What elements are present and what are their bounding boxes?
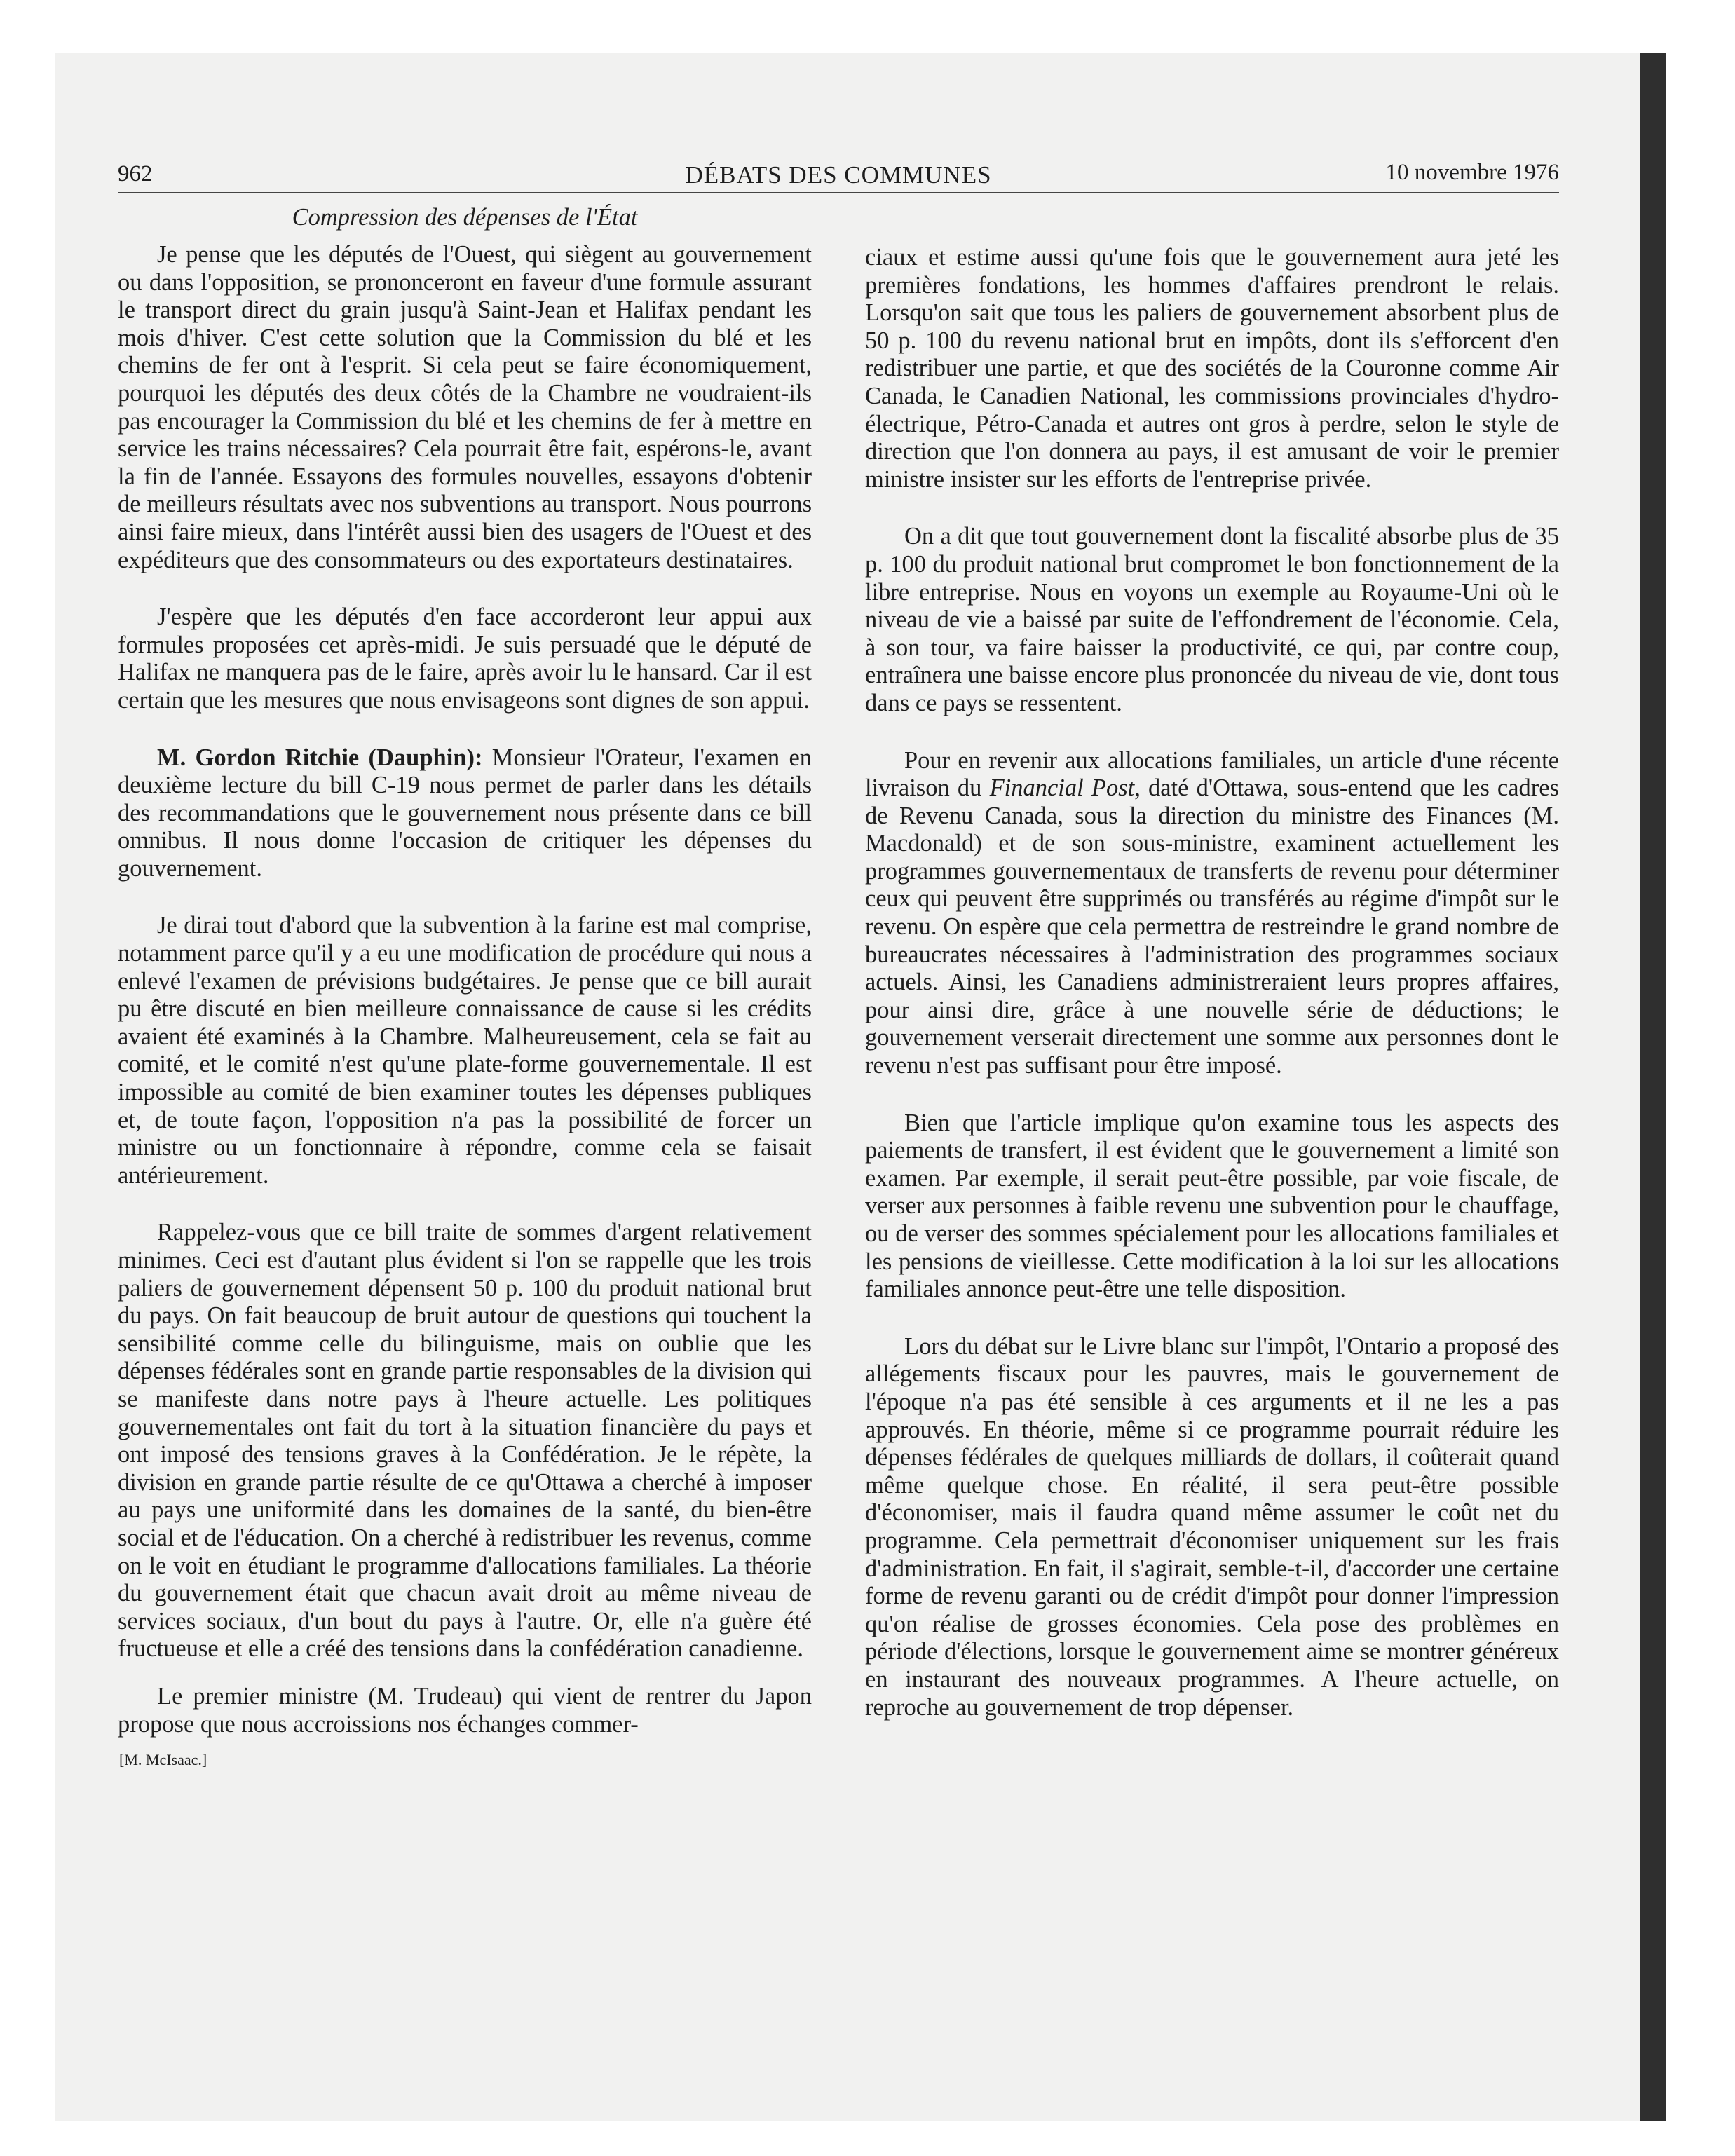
right-paragraph-4: Bien que l'article implique qu'on examine tous les aspects des paiements de transfert, il est évident que le gouvernement a limité son examen. Par exemple, il serait peut-être possible, par voie fiscale, de verser aux personnes à faible revenu une subvention pour le chauffage, ou de verser des sommes spécialement pour les allocations familiales et les pensions de vieillesse. Cette modification à la loi sur les allocations familiales annonce peut-être une telle disposition. [865, 1109, 1559, 1303]
right-paragraph-3 [865, 747, 1559, 1080]
speaker-text: Monsieur l'Orateur, l'examen en deuxième lecture du bill C-19 nous permet de parler dans les détails des recommandations que le gouvernement nous présente dans ce bill omnibus. Il nous donne l'occasion de critiquer les dépenses du gouvernement. [118, 744, 812, 882]
publication-title: DÉBATS DES COMMUNES [685, 161, 992, 189]
binding-edge [1640, 53, 1666, 2121]
document-page [118, 160, 1559, 2073]
speaker-footnote: [M. McIsaac.] [119, 1751, 207, 1769]
right-column [865, 244, 1559, 1721]
left-paragraph-5: Rappelez-vous que ce bill traite de sommes d'argent relativement minimes. Ceci est d'autant plus évident si l'on se rappelle que les trois paliers de gouvernement dépensent 50 p. 100 du produit national brut du pays. On fait beaucoup de bruit autour de questions qui touchent la sensibilité comme celle du bilinguisme, mais on oublie que les dépenses fédérales sont en grande partie responsables de la division qui se manifeste dans notre pays à l'heure actuelle. Les politiques gouvernementales ont fait du tort à la situation financière du pays et ont imposé des tensions graves à la Confédération. Je le répète, la division en grande partie résulte de ce qu'Ottawa a cherché à imposer au pays une uniformité dans les domaines de la santé, du bien-être social et de l'éducation. On a cherché à redistribuer les revenus, comme on le voit en étudiant le programme d'allocations familiales. La théorie du gouvernement était que chacun avait droit au même niveau de services sociaux, d'un bout du pays à l'autre. Or, elle n'a guère été fructueuse et elle a créé des tensions dans la confédération canadienne. [118, 1219, 812, 1663]
right-paragraph-2: On a dit que tout gouvernement dont la fiscalité absorbe plus de 35 p. 100 du produit national brut compromet le bon fonctionnement de la libre entreprise. Nous en voyons un exemple au Royaume-Uni où le niveau de vie a baissé par suite de l'effondrement de l'économie. Cela, à son tour, va faire baisser la productivité, ce qui, par contre coup, entraînera une baisse encore plus prononcée du niveau de vie, dont tous dans ce pays se ressentent. [865, 523, 1559, 716]
left-column [118, 203, 812, 1769]
publication-name: Financial Post [989, 775, 1135, 802]
left-paragraph-2: J'espère que les députés d'en face accorderont leur appui aux formules proposées cet après-midi. Je suis persuadé que le député de Halifax ne manquera pas de le faire, après avoir lu le hansard. Car il est certain que les mesures que nous envisageons sont dignes de son appui. [118, 603, 812, 714]
right-paragraph-1: ciaux et estime aussi qu'une fois que le gouvernement aura jeté les premières fondations, les hommes d'affaires prendront le relais. Lorsqu'on sait que tous les paliers de gouvernement absorbent plus de 50 p. 100 du revenu national brut en impôts, dont ils s'efforcent d'en redistribuer une partie, et que des sociétés de la Couronne comme Air Canada, le Canadien National, les commissions provinciales d'hydro-électrique, Pétro-Canada et autres ont gros à perdre, selon le style de direction que l'on donnera au pays, il est amusant de voir le premier ministre insister sur les efforts de l'entreprise privée. [865, 244, 1559, 493]
publication-date: 10 novembre 1976 [1385, 160, 1559, 185]
section-rubric: Compression des dépenses de l'État [292, 204, 638, 231]
left-paragraph-6: Le premier ministre (M. Trudeau) qui vient de rentrer du Japon propose que nous accroissions nos échanges commer- [118, 1682, 812, 1738]
speaker-name: M. Gordon Ritchie (Dauphin): [157, 744, 483, 771]
left-paragraph-1: Je pense que les députés de l'Ouest, qui siègent au gouvernement ou dans l'opposition, se prononceront en faveur d'une formule assurant le transport direct du grain jusqu'à Saint-Jean et Halifax pendant les mois d'hiver. C'est cette solution que la Commission du blé et les chemins de fer ont à l'esprit. Si cela peut se faire économiquement, pourquoi les députés des deux côtés de la Chambre ne voudraient-ils pas encourager la Commission du blé et les chemins de fer à mettre en service les trains nécessaires? Cela pourrait être fait, espérons-le, avant la fin de l'année. Essayons des formules nouvelles, essayons d'obtenir de meilleurs résultats avec nos subventions au transport. Nous pourrons ainsi faire mieux, dans l'intérêt aussi bien des usagers de l'Ouest et des expéditeurs que des consommateurs ou des exportateurs destinataires. [118, 241, 812, 573]
header-rule [118, 192, 1559, 193]
right-paragraph-5: Lors du débat sur le Livre blanc sur l'impôt, l'Ontario a proposé des allégements fiscaux pour les pauvres, mais le gouvernement de l'époque n'a pas été sensible à ces arguments et il ne les a pas approuvés. En théorie, même si ce programme pourrait réduire les dépenses fédérales de quelques milliards de dollars, il coûterait quand même quelque chose. En réalité, il sera peut-être possible d'économiser, mais il faudra quand même assumer le coût net du programme. Cela permettrait d'économiser uniquement sur les frais d'administration. En fait, il s'agirait, semble-t-il, d'accorder une certaine forme de revenu garanti ou de crédit d'impôt pour donner l'impression qu'on réalise de grosses économies. Cela pose des problèmes en période d'élections, lorsque le gouvernement aime se montrer généreux en instaurant des nouveaux programmes. A l'heure actuelle, on reproche au gouvernement de trop dépenser. [865, 1332, 1559, 1721]
right-paragraph-3-end: , daté d'Ottawa, sous-entend que les cadres de Revenu Canada, sous la direction du ministre des Finances (M. Macdonald) et de son sous-ministre, examinent actuellement les programmes gouvernementaux de transferts de revenu pour déterminer ceux qui peuvent être supprimés ou transférés au régime d'impôt sur le revenu. On espère que cela permettra de restreindre le grand nombre de bureaucrates nécessaires à l'administration des programmes sociaux actuels. Ainsi, les Canadiens administreraient leurs propres affaires, pour ainsi dire, grâce à une nouvelle série de déductions; le gouvernement verserait directement une somme aux personnes dont le revenu n'est pas suffisant pour être imposé. [865, 775, 1560, 1079]
page-header [118, 160, 1559, 195]
page-number: 962 [118, 161, 153, 186]
left-paragraph-4: Je dirai tout d'abord que la subvention à la farine est mal comprise, notamment parce qu'il y a eu une modification de procédure qui nous a enlevé l'examen de prévisions budgétaires. Je pense que ce bill aurait pu être discuté en bien meilleure connaissance de cause si les crédits avaient été examinés à la Chambre. Malheureusement, cela se fait au comité, et le comité n'est qu'une plate-forme gouvernementale. Il est impossible au comité de bien examiner toutes les dépenses publiques et, de toute façon, l'opposition n'a pas la possibilité de forcer un ministre ou un fonctionnaire à répondre, comme cela se faisait antérieurement. [118, 912, 812, 1189]
left-paragraph-3 [118, 744, 812, 883]
right-paragraph-3-start: Pour en revenir aux allocations familiales, un article d'une récente livraison du [865, 746, 1559, 802]
